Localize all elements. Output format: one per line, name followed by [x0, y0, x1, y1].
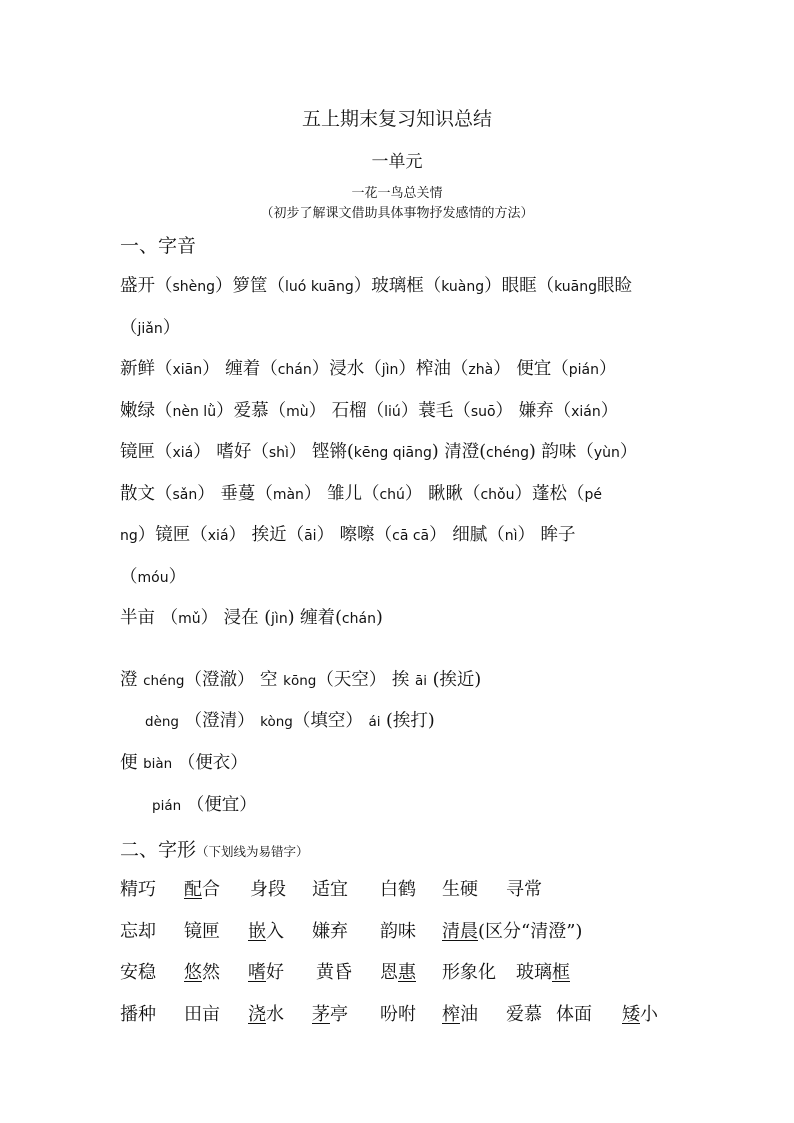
unit-heading: 一单元	[371, 152, 423, 172]
vocab-word	[248, 958, 284, 984]
word-text: 生硬	[442, 879, 478, 900]
error-prone-character: 茅	[312, 1004, 330, 1025]
vocab-word	[442, 917, 582, 943]
vocab-word	[120, 875, 156, 901]
error-prone-character: 浇	[248, 1004, 266, 1025]
vocab-word	[312, 917, 348, 943]
word-text: 嫌弃	[312, 921, 348, 942]
error-prone-character: 嗜	[248, 962, 266, 983]
unit-theme: 一花一鸟总关情	[351, 186, 443, 201]
vocab-word	[184, 1000, 220, 1026]
vocab-word	[556, 1000, 592, 1026]
word-text: 玻璃	[516, 962, 552, 983]
error-prone-character: 悠	[184, 962, 202, 983]
word-text: 身段	[250, 879, 286, 900]
section-heading-characters	[120, 835, 309, 862]
word-text: 寻常	[506, 879, 542, 900]
error-prone-character: 嵌	[248, 921, 266, 942]
word-text: 忘却	[120, 921, 156, 942]
vocab-word	[120, 917, 156, 943]
vocab-word	[184, 917, 220, 943]
word-text: 黄昏	[316, 962, 352, 983]
error-prone-character: 矮	[622, 1004, 640, 1025]
error-prone-character: 惠	[398, 962, 416, 983]
word-text: 好	[266, 962, 284, 983]
word-text: 水	[266, 1004, 284, 1025]
pronunciation-line: 嫩绿（nèn lǜ）爱慕（mù） 石榴（liú）蓑毛（suō） 嫌弃（xián）	[120, 401, 619, 421]
pronunciation-line: （móu）	[120, 567, 187, 587]
polyphone-line: 便 biàn （便衣）	[120, 753, 248, 773]
vocab-word	[380, 875, 416, 901]
vocab-word	[120, 958, 156, 984]
unit-goal: （初步了解课文借助具体事物抒发感情的方法）	[260, 206, 534, 221]
polyphone-line: dèng （澄清） kòng（填空） ái (挨打)	[145, 711, 435, 731]
word-text: 恩	[380, 962, 398, 983]
pronunciation-line: ng）镜匣（xiá） 挨近（āi） 嚓嚓（cā cā） 细腻（nì） 眸子	[120, 525, 576, 545]
word-text: 亭	[330, 1004, 348, 1025]
word-text: 入	[266, 921, 284, 942]
pronunciation-line: （jiǎn）	[120, 318, 181, 338]
vocab-word	[248, 1000, 284, 1026]
word-text: 合	[202, 879, 220, 900]
word-text: 播种	[120, 1004, 156, 1025]
word-text: 形象化	[442, 962, 496, 983]
vocab-word	[380, 917, 416, 943]
section-note: （下划线为易错字）	[196, 844, 309, 859]
vocab-word	[250, 875, 286, 901]
error-prone-character: 清晨	[442, 921, 478, 942]
vocab-word	[622, 1000, 658, 1026]
vocab-word	[312, 875, 348, 901]
vocab-word	[120, 1000, 156, 1026]
polyphone-line: pián （便宜）	[152, 795, 257, 815]
error-prone-character: 框	[552, 962, 570, 983]
word-text: 适宜	[312, 879, 348, 900]
pronunciation-line: 散文（sǎn） 垂蔓（màn） 雏儿（chú） 瞅瞅（chǒu）蓬松（pé	[120, 484, 602, 504]
word-text: 体面	[556, 1004, 592, 1025]
vocab-word	[184, 875, 220, 901]
word-text: 爱慕	[506, 1004, 542, 1025]
error-prone-character: 榨	[442, 1004, 460, 1025]
vocab-word	[506, 1000, 542, 1026]
word-text: 镜匣	[184, 921, 220, 942]
word-text: 然	[202, 962, 220, 983]
vocab-word	[248, 917, 284, 943]
vocab-word	[312, 1000, 348, 1026]
vocab-word	[442, 958, 496, 984]
word-text: (区分“清澄”)	[478, 921, 583, 942]
section-heading-label: 二、字形	[120, 839, 197, 861]
word-text: 安稳	[120, 962, 156, 983]
vocab-word	[506, 875, 542, 901]
vocab-word	[316, 958, 352, 984]
pronunciation-line: 盛开（shèng）箩筐（luó kuāng）玻璃框（kuàng）眼眶（kuāng眼睑	[120, 276, 632, 296]
word-text: 油	[460, 1004, 478, 1025]
word-text: 吩咐	[380, 1004, 416, 1025]
vocab-word	[380, 958, 416, 984]
section-heading-pronunciation: 一、字音	[120, 235, 197, 257]
word-text: 韵味	[380, 921, 416, 942]
pronunciation-line: 半亩 （mǔ） 浸在 (jìn) 缠着(chán)	[120, 608, 383, 628]
vocab-word	[442, 875, 478, 901]
pronunciation-line: 新鲜（xiān） 缠着（chán）浸水（jìn）榨油（zhà） 便宜（pián）	[120, 359, 617, 379]
word-text: 白鹤	[380, 879, 416, 900]
page-title: 五上期末复习知识总结	[301, 108, 492, 130]
word-text: 精巧	[120, 879, 156, 900]
error-prone-character: 配	[184, 879, 202, 900]
polyphone-line: 澄 chéng（澄澈） 空 kōng（天空） 挨 āi (挨近)	[120, 670, 482, 690]
vocab-word	[184, 958, 220, 984]
word-text: 田亩	[184, 1004, 220, 1025]
pronunciation-line: 镜匣（xiá） 嗜好（shì） 铿锵(kēng qiāng) 清澄(chéng) 韵味（yùn）	[120, 442, 638, 462]
word-text: 小	[640, 1004, 658, 1025]
vocab-word	[516, 958, 570, 984]
vocab-word	[442, 1000, 478, 1026]
vocab-word	[380, 1000, 416, 1026]
